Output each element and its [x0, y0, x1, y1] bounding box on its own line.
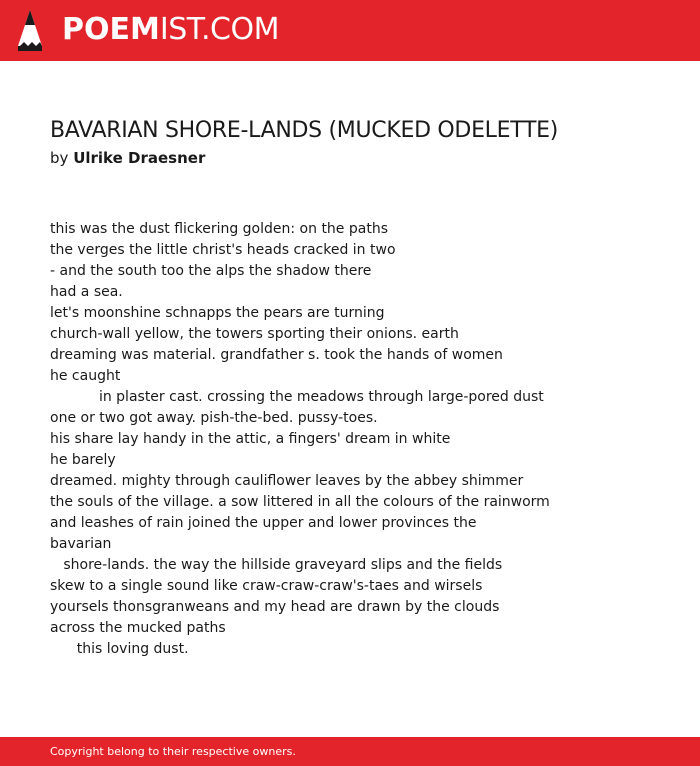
- byline: [50, 149, 205, 167]
- poem-line: in plaster cast. crossing the meadows through large-pored dust: [50, 389, 544, 405]
- site-header: [0, 0, 700, 61]
- poem-line: dreamed. mighty through cauliflower leaves by the abbey shimmer: [50, 473, 524, 489]
- poem-line: his share lay handy in the attic, a fingers' dream in white: [50, 431, 451, 447]
- poem-line: this loving dust.: [50, 641, 189, 657]
- poem-line: - and the south too the alps the shadow there: [50, 263, 372, 279]
- copyright-text: Copyright belong to their respective owners.: [50, 745, 296, 758]
- poem-line: the souls of the village. a sow littered in all the colours of the rainworm: [50, 494, 550, 510]
- poem-line: shore-lands. the way the hillside graveyard slips and the fields: [50, 557, 503, 573]
- site-logo[interactable]: [62, 12, 279, 48]
- poem-line: this was the dust flickering golden: on the paths: [50, 221, 388, 237]
- logo-text-bold: POEM: [62, 12, 160, 47]
- poem-line: he caught: [50, 368, 121, 384]
- poem-line: dreaming was material. grandfather s. took the hands of women: [50, 347, 503, 363]
- poem-line: he barely: [50, 452, 116, 468]
- poem-title: BAVARIAN SHORE-LANDS (MUCKED ODELETTE): [50, 118, 558, 143]
- by-label: by: [50, 149, 69, 167]
- poem-line: bavarian: [50, 536, 112, 552]
- poem-line: across the mucked paths: [50, 620, 226, 636]
- poem-line: the verges the little christ's heads cracked in two: [50, 242, 396, 258]
- pencil-icon[interactable]: [18, 10, 42, 51]
- poem-line: had a sea.: [50, 284, 123, 300]
- poem-line: church-wall yellow, the towers sporting their onions. earth: [50, 326, 459, 342]
- poem-line: yoursels thonsgranweans and my head are drawn by the clouds: [50, 599, 500, 615]
- site-footer: [0, 737, 700, 766]
- logo-text-light: IST.COM: [159, 12, 279, 47]
- poem-body: [50, 219, 550, 660]
- poem-line: skew to a single sound like craw-craw-craw's-taes and wirsels: [50, 578, 483, 594]
- poem-line: let's moonshine schnapps the pears are turning: [50, 305, 385, 321]
- author-name: Ulrike Draesner: [73, 149, 206, 167]
- poem-line: one or two got away. pish-the-bed. pussy-toes.: [50, 410, 378, 426]
- poem-line: and leashes of rain joined the upper and lower provinces the: [50, 515, 477, 531]
